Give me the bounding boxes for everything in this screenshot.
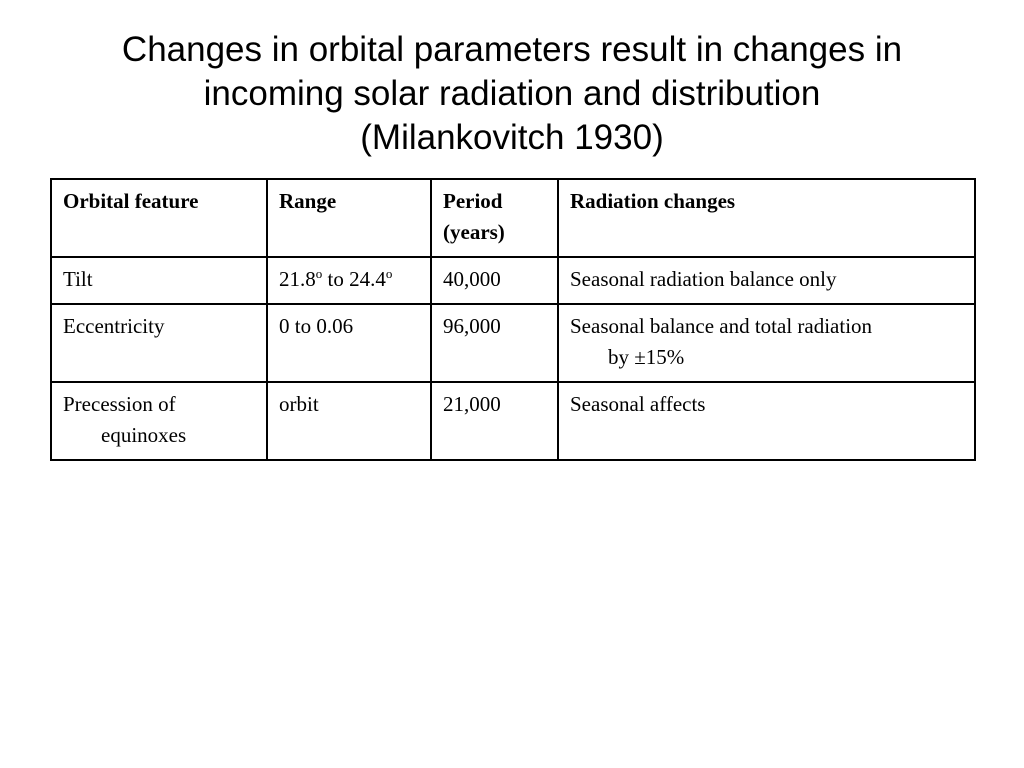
table-row: [51, 382, 975, 460]
cell-range-text: 0 to 0.06: [279, 314, 354, 338]
cell-period: [431, 257, 558, 304]
cell-radiation-text: Seasonal affects: [570, 392, 706, 416]
cell-feature: [51, 382, 267, 460]
cell-period-text: 21,000: [443, 392, 501, 416]
cell-range: [267, 257, 431, 304]
slide-title: [0, 28, 1024, 160]
header-radiation-changes-text: Radiation changes: [570, 189, 736, 213]
header-orbital-feature-text: Orbital feature: [63, 189, 199, 213]
cell-radiation: [558, 304, 975, 382]
cell-feature-text: Tilt: [63, 267, 93, 291]
cell-range-text: orbit: [279, 392, 319, 416]
header-period-line-2: (years): [443, 220, 505, 244]
title-line-1: Changes in orbital parameters result in changes in: [121, 30, 903, 69]
title-line-2: incoming solar radiation and distribution: [203, 74, 821, 113]
header-range: [267, 179, 431, 257]
cell-range: [267, 382, 431, 460]
cell-feature-line-2: equinoxes: [101, 423, 187, 447]
cell-feature-line-1: Precession of: [63, 392, 176, 416]
range-start-value: 21.8: [279, 267, 316, 291]
title-line-3: (Milankovitch 1930): [360, 118, 664, 157]
table-header-row: [51, 179, 975, 257]
header-period-line-1: Period: [443, 189, 503, 213]
degree-superscript: o: [315, 266, 323, 281]
cell-period-text: 96,000: [443, 314, 501, 338]
header-range-text: Range: [279, 189, 337, 213]
range-end-value: to 24.4: [322, 267, 386, 291]
cell-radiation-text: Seasonal radiation balance only: [570, 267, 837, 291]
table-row: [51, 304, 975, 382]
cell-range: [267, 304, 431, 382]
cell-radiation-line-1: Seasonal balance and total radiation: [570, 314, 873, 338]
cell-period: [431, 304, 558, 382]
cell-feature-text: Eccentricity: [63, 314, 165, 338]
cell-feature: [51, 257, 267, 304]
header-period: [431, 179, 558, 257]
header-orbital-feature: [51, 179, 267, 257]
cell-period-text: 40,000: [443, 267, 501, 291]
cell-radiation: [558, 382, 975, 460]
cell-radiation: [558, 257, 975, 304]
cell-feature: [51, 304, 267, 382]
cell-radiation-line-2: by ±15%: [608, 345, 685, 369]
orbital-parameters-table: [50, 178, 976, 461]
table-row: [51, 257, 975, 304]
degree-superscript: o: [385, 266, 393, 281]
cell-period: [431, 382, 558, 460]
header-radiation-changes: [558, 179, 975, 257]
